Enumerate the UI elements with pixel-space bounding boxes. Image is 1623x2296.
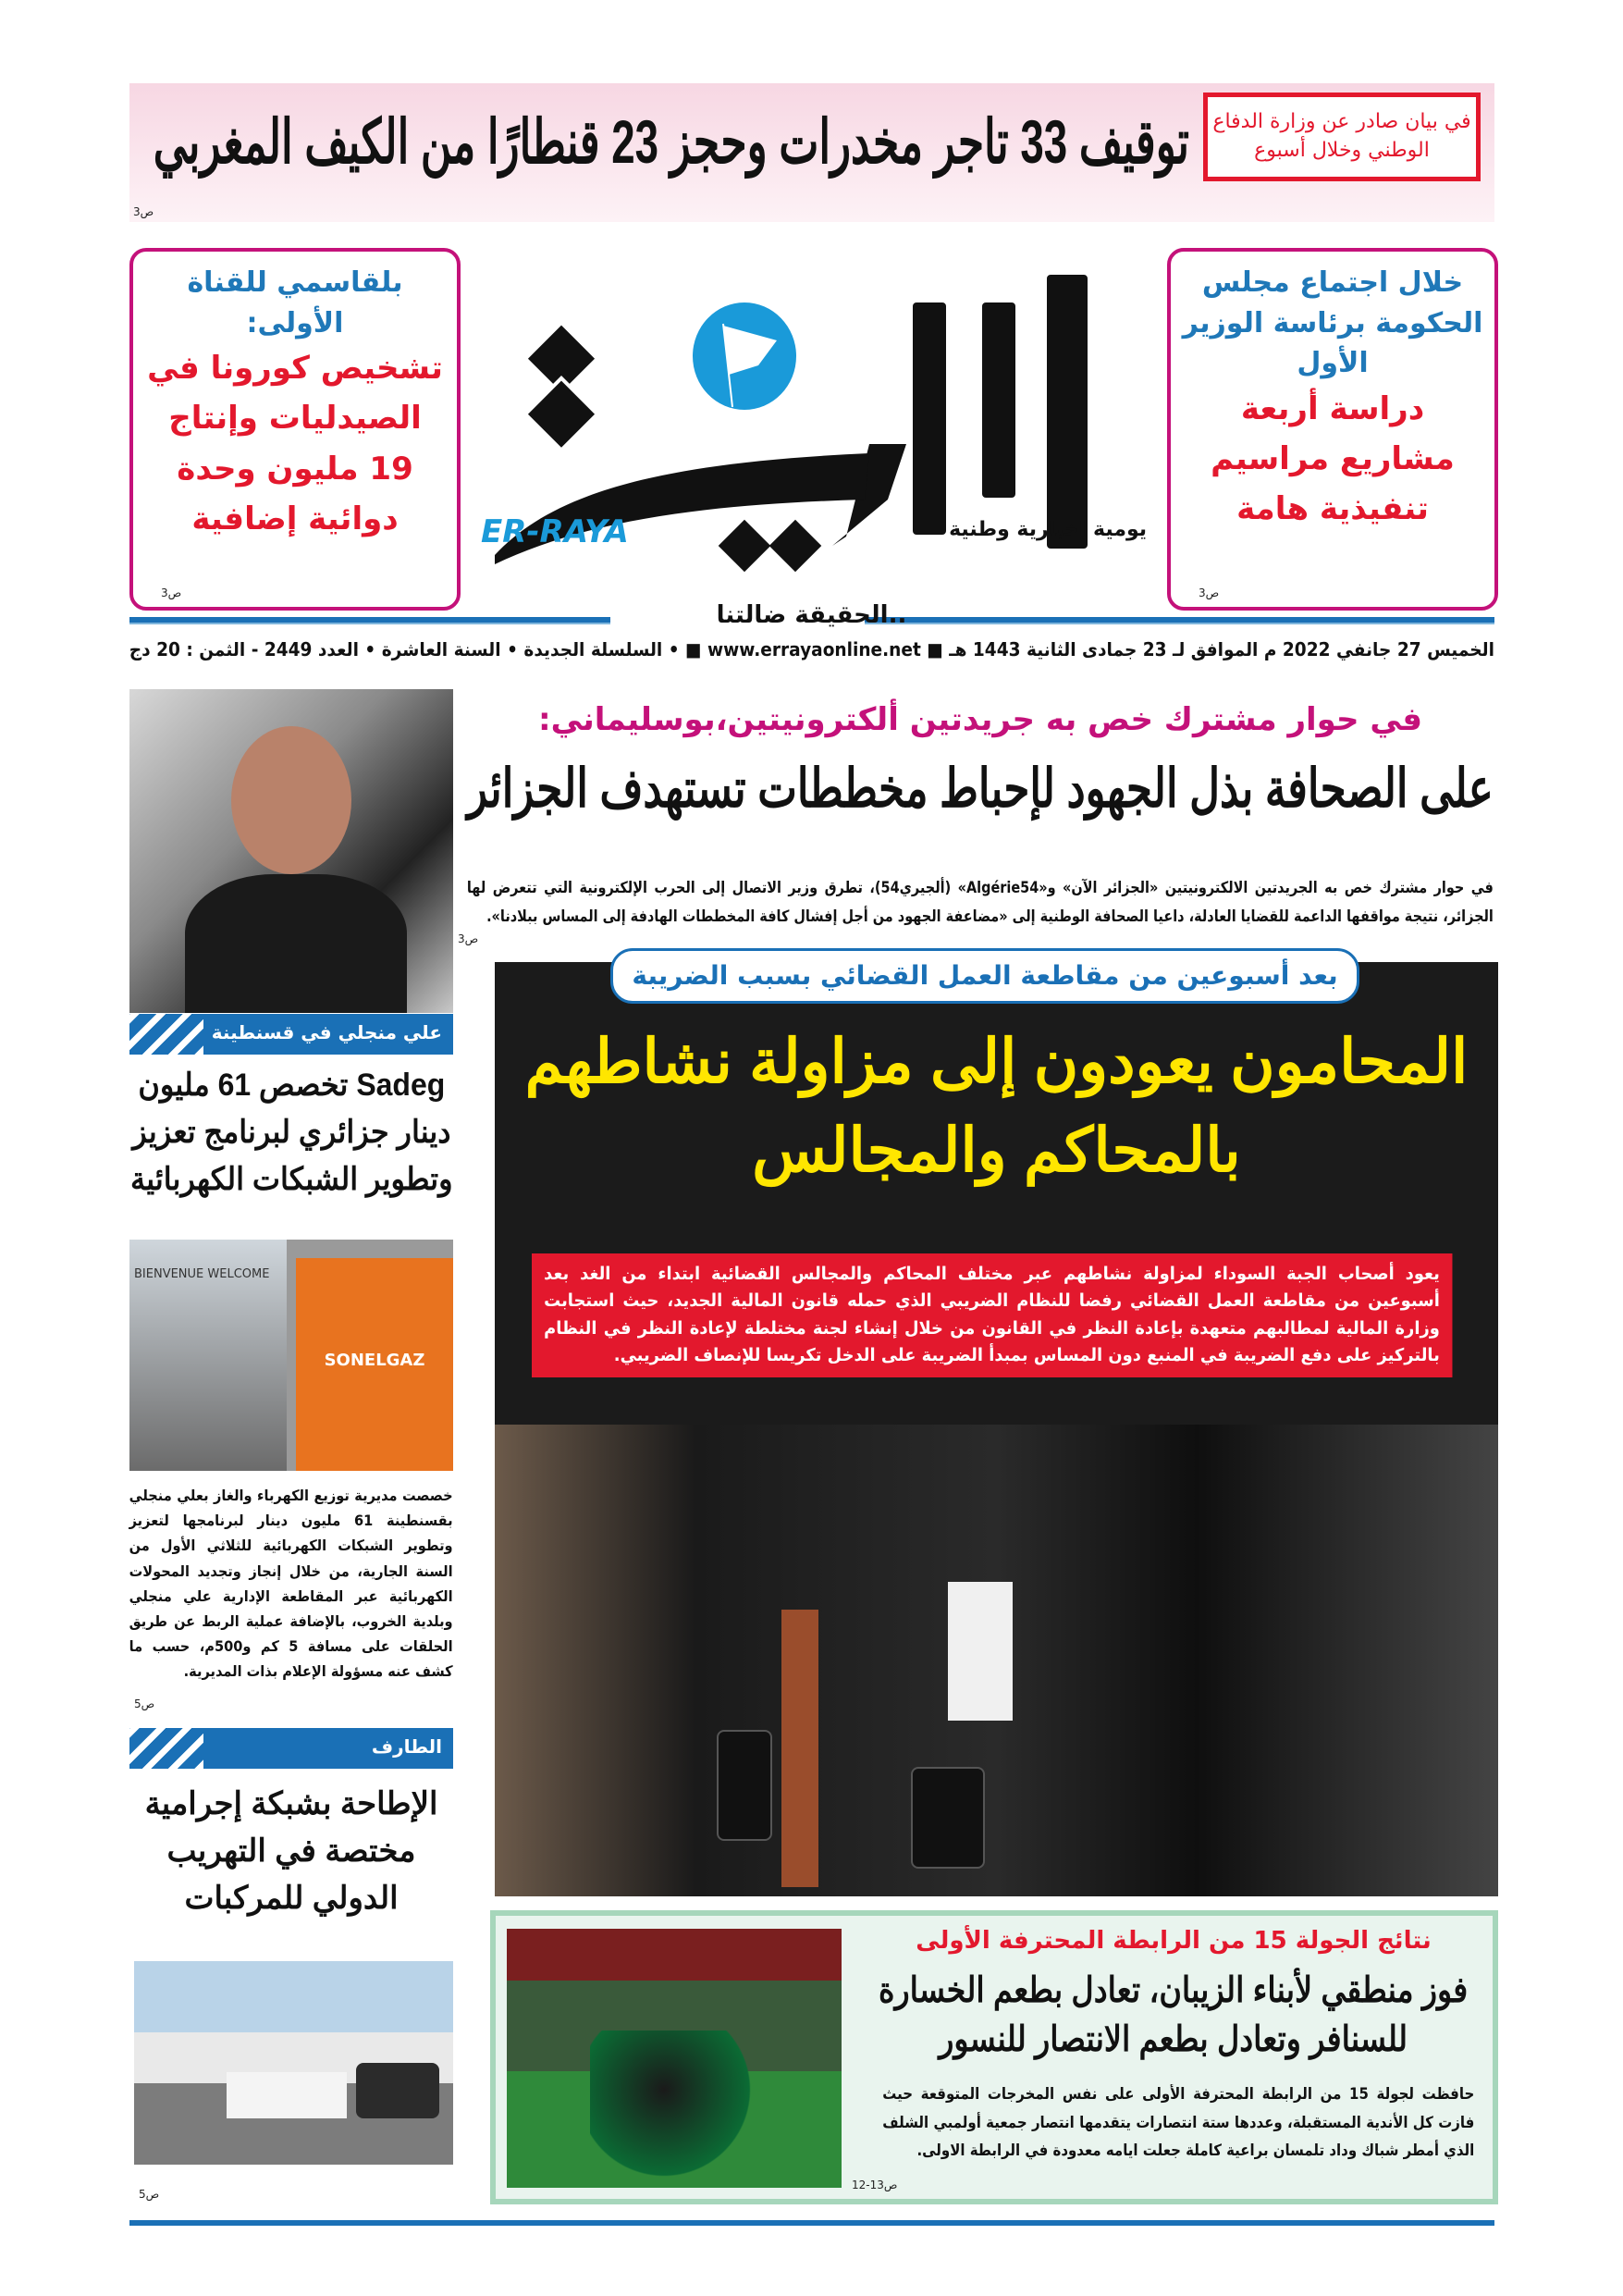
lead-lede: في حوار مشترك خص به الجريدتين الالكترونيتين «الجزائر الآن» و«Algérie54» (ألجيري54)، تطرق وزير الاتصال إلى الحرب الإلكترونية التي تتعرض لها الجزائر، نتيجة مواقفها الداعمة للقضايا العادلة، داعيا الصحافة الوطنية إلى «مضاعفة الجهود من أجل إفشال كافة المخططات الهادفة إلى المساس ببلادنا». [467,879,1494,926]
left-teaser-box[interactable] [129,248,461,611]
masthead-logo[interactable] [481,268,1147,574]
lead-headline[interactable]: على الصحافة بذل الجهود لإحباط مخططات تستهدف الجزائر [467,759,1494,819]
bottom-rule [129,2220,1494,2226]
banner-headline[interactable]: توقيف 33 تاجر مخدرات وحجز 23 قنطارًا من الكيف المغربي [153,107,1189,176]
main-story-label [610,948,1359,1004]
page-ref: ص13-12 [852,2179,898,2191]
teaser-headline: تشخيص كورونا في الصيدليات وإنتاج 19 مليون وحدة دوائية إضافية [147,350,443,538]
sports-body: حافظت لجولة 15 من الرابطة المحترفة الأولى على نفس المخرجات المتوقعة حيث فازت كل الأندية المستقبلة، وعددها ستة انتصارات يتقدمها انتصار جمعية أولمبي الشلف الذي أمطر شباك وداد تلمسان براعية كاملة جعلت ايامه معدودة في الرابطة الاولى. [882,2085,1474,2161]
left-story-1-headline[interactable]: Sadeg تخصص 61 مليون دينار جزائري لبرنامج تعزيز وتطوير الشبكات الكهربائية [129,1068,453,1197]
main-story-lede: يعود أصحاب الجبة السوداء لمزاولة نشاطهم عبر مختلف المحاكم والمجالس القضائية ابتداء من الغد بعد أسبوعين من مقاطعة العمل القضائي رفضا للنظام الضريبي الذي حمله قانون المالية الجديد، حيث استجابت وزارة المالية لمطالبهم متعهدة بإعادة النظر في القانون من خلال إنشاء لجنة مختلطة لإعادة النظر في النظام بالتركيز على دفع الضريبة في المنبع دون المساس بمبدأ الضريبة على الدخل تكريسا للإنصاف الضريبي. [532,1253,1452,1377]
left-story-1-body: خصصت مديرية توزيع الكهرباء والغاز بعلي منجلي بقسنطينة 61 مليون دينار لبرنامجها لتعزيز وتطوير الشبكات الكهربائية للثلاثي الأول من السنة الجارية، من خلال إنجاز وتجديد المحولات الكهربائية عبر المقاطعة الإدارية علي منجلي وبلدية الخروب، بالإضافة عملية الربط عن طريق الحلقات على مسافة 5 كم و500م، حسب ما كشف عنه مسؤولة الإعلام بذات المديرية. [129,1487,454,1681]
sonelgaz-photo [129,1240,453,1471]
logo-tagline: يومية إخبارية وطنية [949,518,1147,541]
lead-kicker: في حوار مشترك خص به جريدتين ألكترونيتين،بوسليماني: [537,701,1423,738]
slogan: ..الحقيقة ضالتنا [716,601,907,629]
sports-box[interactable] [490,1910,1498,2204]
main-story-label-text: بعد أسبوعين من مقاطعة العمل القضائي بسبب الضريبة [632,960,1338,991]
stripes-decoration [129,1728,203,1769]
logo-latin: ER-RAYA [481,513,629,550]
teaser-content [142,263,448,545]
main-story-headline[interactable]: المحامون يعودون إلى مزاولة نشاطهم بالمحاكم والمجالس [524,1027,1469,1184]
left-story-2-headline[interactable]: الإطاحة بشبكة إجرامية مختصة في التهريب الدولي للمركبات [144,1786,438,1916]
teaser-kicker: خلال اجتماع مجلس الحكومة برئاسة الوزير الأول [1182,266,1483,379]
page-ref: ص5 [134,1697,155,1710]
sports-title: نتائج الجولة 15 من الرابطة المحترفة الأولى [916,1927,1432,1955]
stripes-decoration [129,1014,203,1055]
section-bar-el-tarf [129,1728,453,1769]
right-teaser-box[interactable] [1167,248,1498,611]
top-banner [129,83,1494,222]
page-ref: ص3 [133,205,154,218]
photo-sign: BIENVENUE WELCOME [134,1267,270,1281]
section-label: علي منجلي في قسنطينة [211,1021,442,1043]
teaser-kicker: بلقاسمي للقناة الأولى: [187,266,403,339]
minister-photo [129,689,453,1013]
football-photo [507,1929,842,2188]
dateline: الخميس 27 جانفي 2022 م الموافق لـ 23 جمادى الثانية 1443 هـ ■ www.errayaonline.net ■ • السلسلة الجديدة • السنة العاشرة • العدد 2449 - الثمن : 20 دج [129,638,1494,660]
vehicles-photo [134,1961,453,2165]
photo-sign: SONELGAZ [296,1258,453,1471]
section-label: الطارف [371,1735,442,1758]
teaser-headline: دراسة أربعة مشاريع مراسيم تنفيذية هامة [1211,389,1455,528]
teaser-content [1180,263,1485,535]
sports-headline: فوز منطقي لأبناء الزيبان، تعادل بطعم الخسارة للسنافر وتعادل بطعم الانتصار للنسور [879,1971,1469,2060]
lawyers-photo [495,1425,1498,1896]
banner-kicker: في بيان صادر عن وزارة الدفاع الوطني وخلال أسبوع [1203,93,1481,181]
page-ref: ص3 [161,586,182,599]
page-ref: ص5 [139,2188,160,2201]
section-bar-ali-mendjeli [129,1014,453,1055]
page-ref: ص3 [458,932,479,945]
page-ref: ص3 [1199,586,1220,599]
